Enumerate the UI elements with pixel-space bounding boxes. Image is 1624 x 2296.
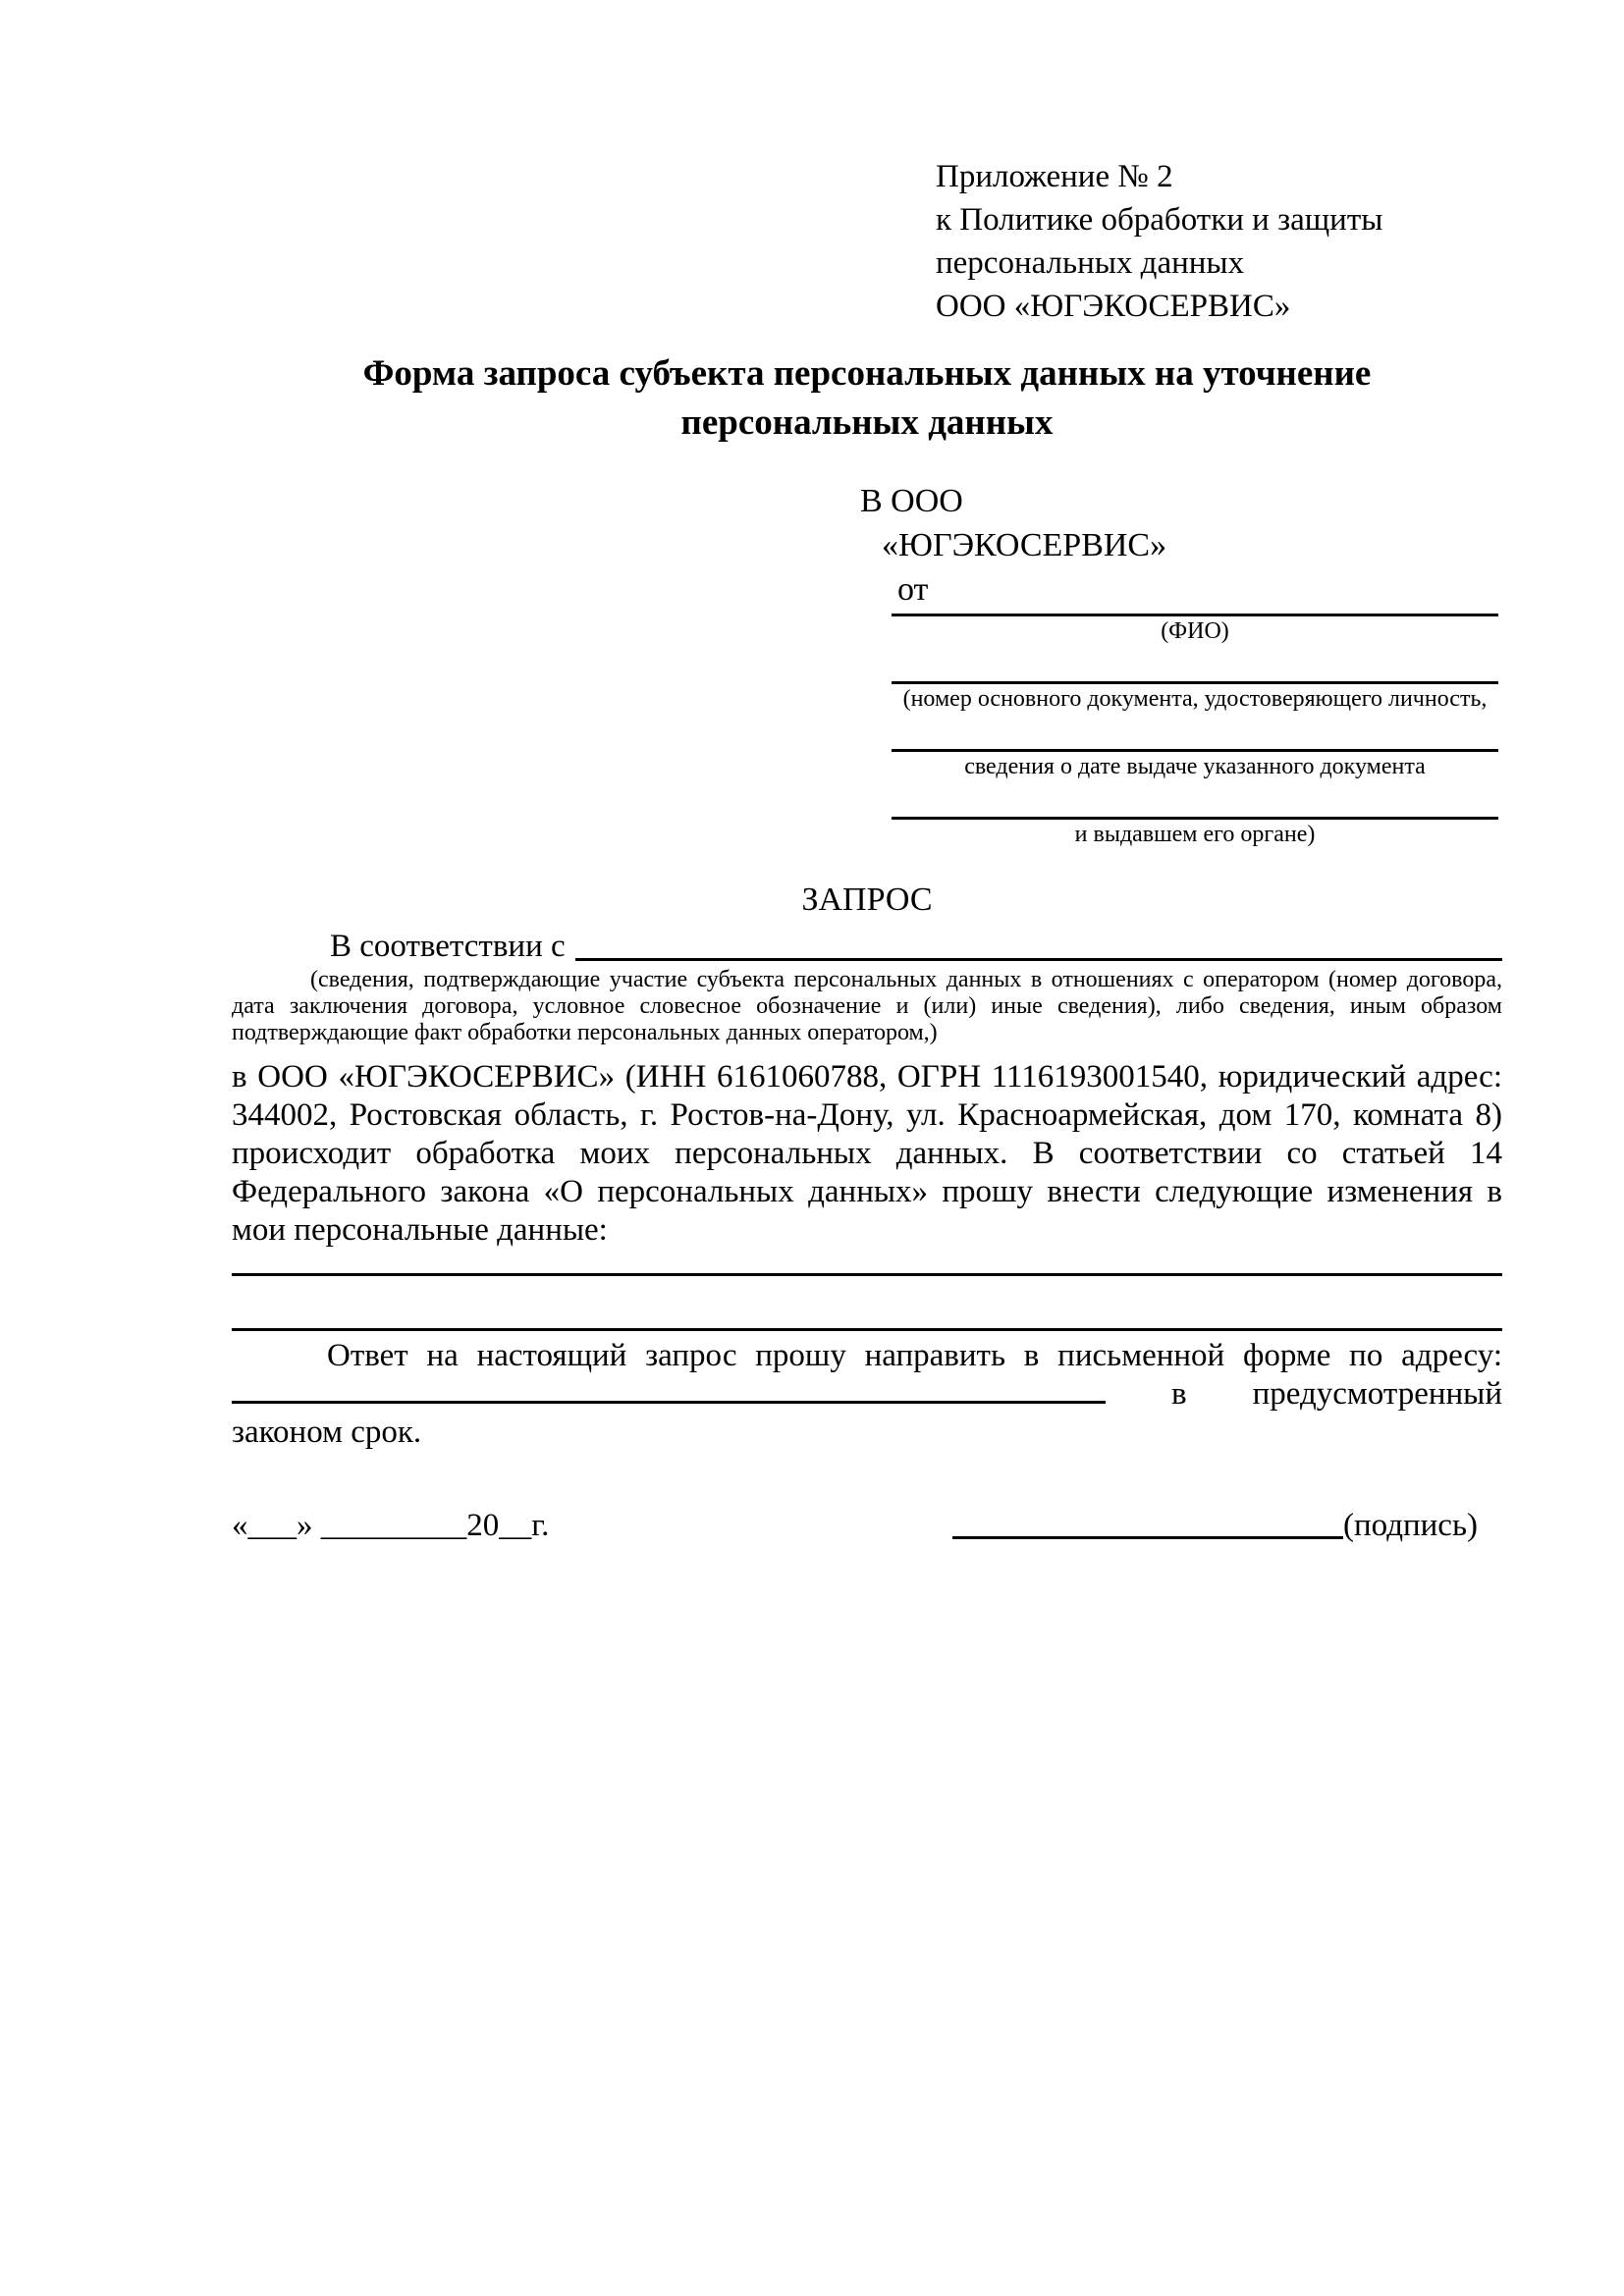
main-column xyxy=(232,881,1502,1545)
document-title xyxy=(232,349,1502,448)
annex-line-company: ООО «ЮГЭКОСЕРВИС» xyxy=(936,289,1291,324)
addressee-line1: В ООО xyxy=(860,483,963,519)
changes-blank-line-1 xyxy=(232,1250,1502,1276)
document-number-field-caption: (номер основного документа, удостоверяющего личность, xyxy=(902,686,1488,712)
fio-field-caption: (ФИО) xyxy=(1161,618,1229,644)
date-blank-text: «___» _________20__г. xyxy=(232,1508,550,1543)
addressee-line3: от xyxy=(897,571,929,608)
annex-line-policy: к Политике обработки и защиты персональных данных xyxy=(936,202,1383,281)
changes-blank-line-2 xyxy=(232,1276,1502,1331)
annex-line-number: Приложение № 2 xyxy=(936,159,1173,194)
signature-caption: (подпись) xyxy=(1343,1508,1478,1543)
reply-rest2-text: законом срок. xyxy=(232,1415,422,1450)
body-paragraph: в ООО «ЮГЭКОСЕРВИС» (ИНН 6161060788, ОГРН 1116193001540, юридический адрес: 344002, Ростовская область, г. Ростов-на-Дону, ул. Красноармейская, дом 170, комната 8) происходит обработка моих персональных данных. В соответствии со статьей 14 Федерального закона «О персональных данных» прошу внести следующие изменения в мои персональные данные: xyxy=(232,1059,1502,1248)
issue-date-field-line xyxy=(892,712,1498,752)
date-signature-row xyxy=(232,1507,1502,1545)
issuing-authority-field-line xyxy=(892,779,1498,820)
reply-lead-text: Ответ на настоящий запрос прошу направить в письменной форме по адресу: xyxy=(327,1338,1502,1373)
issuing-authority-field-caption: и выдавшем его органе) xyxy=(1074,822,1316,847)
document-number-field xyxy=(892,644,1498,712)
accordance-row xyxy=(232,928,1502,966)
reply-rest-text: в предусмотренный xyxy=(1171,1376,1502,1412)
document-number-field-line xyxy=(892,644,1498,684)
document-title-line1: Форма запроса субъекта персональных данных на уточнение xyxy=(362,353,1372,394)
accordance-blank-line xyxy=(575,958,1502,961)
fio-field xyxy=(892,612,1498,644)
issue-date-field-caption: сведения о дате выдаче указанного документа xyxy=(964,754,1426,779)
address-blank-line xyxy=(232,1401,1106,1404)
issue-date-field xyxy=(892,712,1498,779)
issuing-authority-field xyxy=(892,779,1498,847)
signature-blank-line xyxy=(952,1534,1343,1539)
fine-print-caption: (сведения, подтверждающие участие субъекта персональных данных в отношениях с оператором (номер договора, дата заключения договора, условное словесное обозначение и (или) иные сведения), либо сведения, иным образом подтверждающие факт обработки персональных данных оператором,) xyxy=(232,967,1502,1045)
reply-paragraph xyxy=(232,1337,1502,1452)
annex-header xyxy=(936,155,1510,328)
document-title-line2: персональных данных xyxy=(680,402,1054,443)
addressee-block xyxy=(860,479,1498,847)
addressee-line2: «ЮГЭКОСЕРВИС» xyxy=(882,527,1167,563)
signature-field xyxy=(952,1507,1478,1545)
request-heading: ЗАПРОС xyxy=(801,881,933,918)
accordance-lead-text: В соответствии с xyxy=(330,929,566,964)
